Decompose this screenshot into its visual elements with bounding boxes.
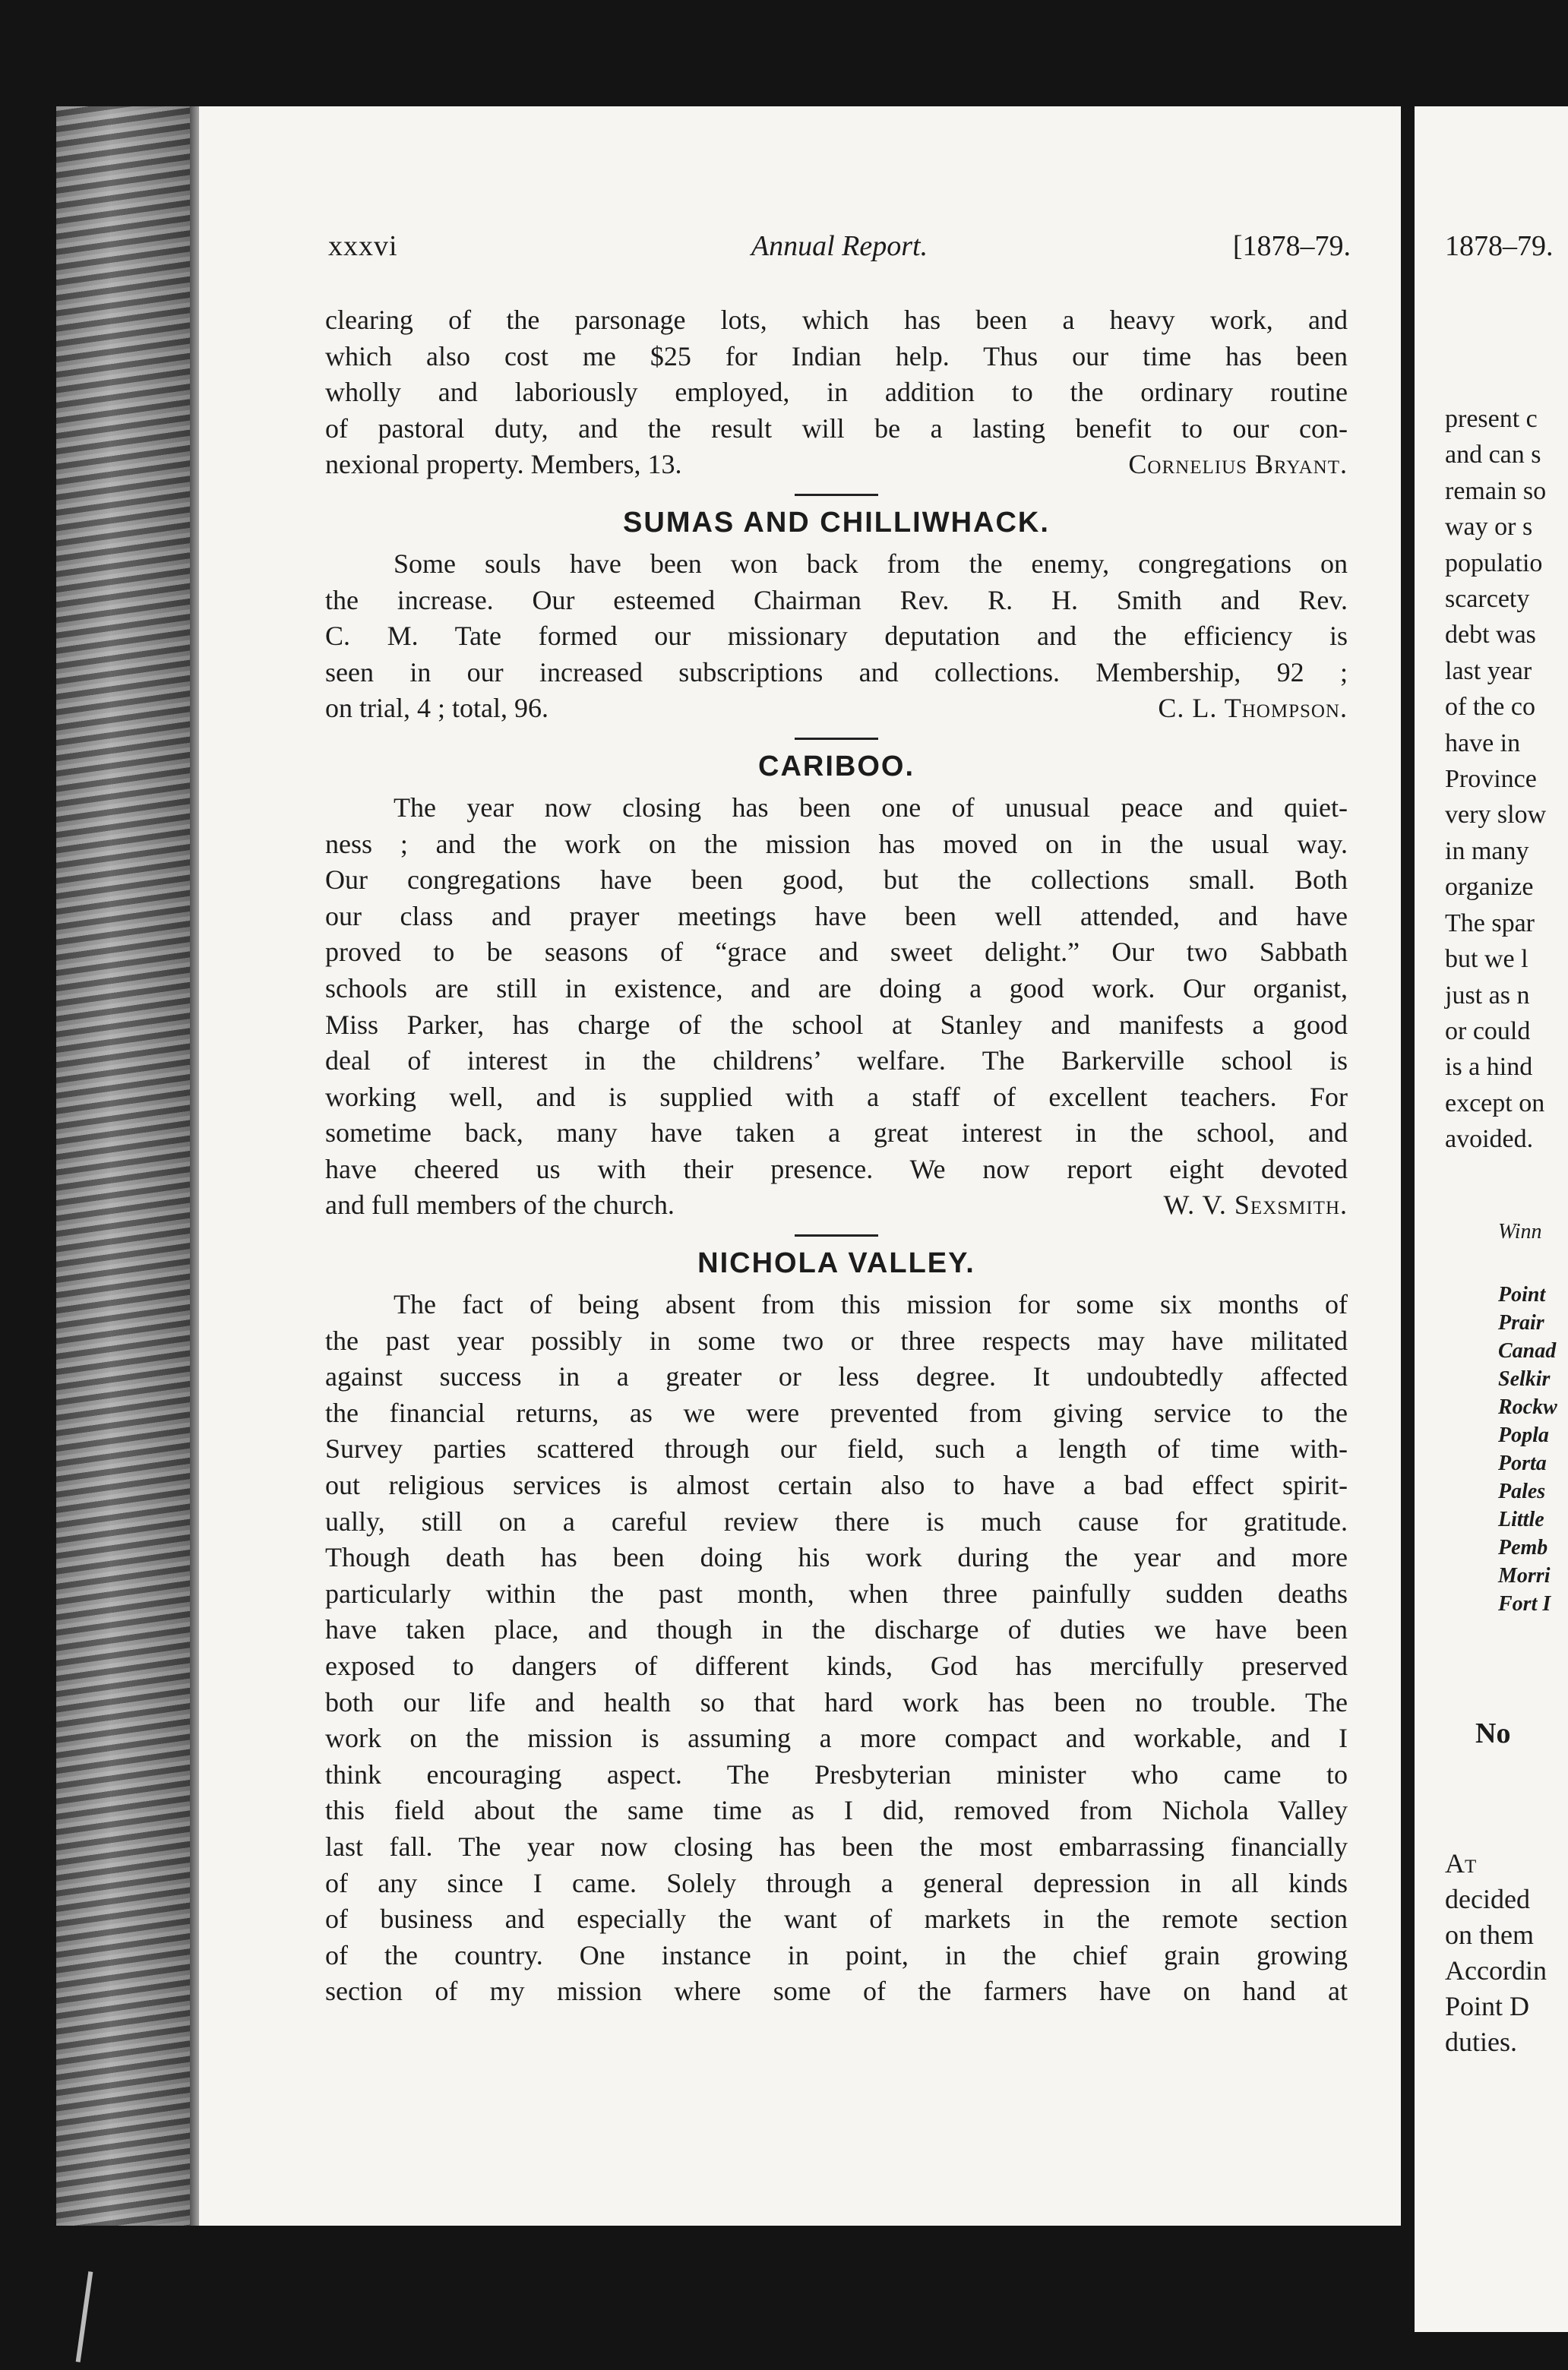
text-line: populatio <box>1445 548 1543 577</box>
running-year: [1878–79. <box>1232 230 1351 262</box>
text-line: is a hind <box>1445 1053 1533 1082</box>
text-line: schools are still in existence, and are doing a good work. Our organist, <box>325 972 1348 1003</box>
text-line: seen in our increased subscriptions and collections. Membership, 92 ; <box>325 656 1348 687</box>
text-line: very slow <box>1445 801 1547 830</box>
text-line: Some souls have been won back from the enemy, congregations on <box>394 548 1348 579</box>
section-title: NICHOLA VALLEY. <box>697 1247 975 1280</box>
text-line: ness ; and the work on the mission has moved on in the usual way. <box>325 828 1348 859</box>
section-cariboo <box>325 790 1348 1224</box>
closing-text: and full members of the church. <box>325 1190 675 1221</box>
text-line: have in <box>1445 728 1521 757</box>
closing-line <box>325 1187 1348 1224</box>
text-line: particularly within the past month, when three painfully sudden deaths <box>325 1578 1348 1609</box>
running-title: Annual Report. <box>751 230 928 262</box>
text-line: C. M. Tate formed our missionary deputation and the efficiency is <box>325 621 1348 652</box>
list-item: Porta <box>1498 1452 1547 1475</box>
text-line: Point D <box>1445 1991 1530 2021</box>
list-item: Prair <box>1498 1311 1544 1335</box>
text-line: think encouraging aspect. The Presbyterian minister who came to <box>325 1759 1348 1790</box>
text-line: The spar <box>1445 908 1535 937</box>
text-line: on them <box>1445 1920 1534 1950</box>
section-nichola-valley <box>325 1287 1348 2010</box>
list-item: Morri <box>1498 1564 1551 1588</box>
text-line: ually, still on a careful review there is much cause for gratitude. <box>325 1506 1348 1537</box>
text-line: organize <box>1445 873 1534 902</box>
section-rule <box>795 738 878 740</box>
section-rule <box>795 494 878 496</box>
text-line: just as n <box>1445 981 1530 1010</box>
text-line: against success in a greater or less degree. It undoubtedly affected <box>325 1361 1348 1392</box>
text-line: sometime back, many have taken a great interest in the school, and <box>325 1117 1348 1149</box>
text-line: remain so <box>1445 476 1547 505</box>
text-line: At <box>1445 1848 1477 1879</box>
text-line: last year <box>1445 656 1532 685</box>
text-line: of the co <box>1445 693 1535 722</box>
text-line: out religious services is almost certain also to have a bad effect spirit- <box>325 1470 1348 1501</box>
text-line: but we l <box>1445 945 1528 974</box>
text-line: our class and prayer meetings have been well attended, and have <box>325 900 1348 931</box>
right-page-tail-text <box>1445 1846 1547 2060</box>
section-rule <box>795 1234 878 1237</box>
section-title: SUMAS AND CHILLIWHACK. <box>623 506 1050 539</box>
text-line: avoided. <box>1445 1125 1534 1154</box>
signature: W. V. Sexsmith. <box>1163 1190 1348 1221</box>
closing-line <box>325 447 1348 483</box>
text-line: Province <box>1445 765 1537 794</box>
section-sumas <box>325 546 1348 727</box>
text-line: wholly and laboriously employed, in addition to the ordinary routine <box>325 377 1348 408</box>
section-title: CARIBOO. <box>758 750 915 782</box>
text-line: this field about the same time as I did, removed from Nichola Valley <box>325 1795 1348 1826</box>
section-heading: No <box>1475 1717 1511 1749</box>
text-line: have taken place, and though in the discharge of duties we have been <box>325 1614 1348 1645</box>
text-line: have cheered us with their presence. We now report eight devoted <box>325 1153 1348 1184</box>
list-item: Point <box>1498 1283 1546 1307</box>
running-head <box>328 229 1351 275</box>
right-page <box>1415 106 1568 2332</box>
list-item: Rockw <box>1498 1395 1557 1419</box>
text-line: both our life and health so that hard work has been no trouble. The <box>325 1686 1348 1717</box>
marbled-page-edge <box>56 106 193 2226</box>
closing-text: nexional property. Members, 13. <box>325 449 682 480</box>
text-line: in many <box>1445 836 1529 865</box>
text-line: clearing of the parsonage lots, which has been a heavy work, and <box>325 305 1348 335</box>
intro-paragraph <box>325 302 1348 483</box>
list-item: Little <box>1498 1508 1544 1531</box>
text-line: Our congregations have been good, but the collections small. Both <box>325 864 1348 896</box>
station-list <box>1498 1281 1557 1618</box>
right-page-running-head: 1878–79. <box>1445 230 1554 262</box>
right-page-text <box>1445 401 1546 1158</box>
text-line: Though death has been doing his work during the year and more <box>325 1542 1348 1573</box>
text-line: duties. <box>1445 2027 1517 2057</box>
list-item: Popla <box>1498 1424 1549 1447</box>
list-item: Pales <box>1498 1480 1546 1503</box>
text-line: working well, and is supplied with a staff of excellent teachers. For <box>325 1081 1348 1112</box>
text-line: and can s <box>1445 441 1541 469</box>
page-number: xxxvi <box>328 230 398 262</box>
text-line: which also cost me $25 for Indian help. Thus our time has been <box>325 340 1348 371</box>
list-item: Pemb <box>1498 1536 1548 1559</box>
film-scratch <box>76 2271 93 2362</box>
text-line: present c <box>1445 405 1538 433</box>
signature: C. L. Thompson. <box>1158 693 1348 724</box>
text-line: scarcety <box>1445 585 1530 614</box>
closing-line <box>325 690 1348 727</box>
text-line: the financial returns, as we were prevented from giving service to the <box>325 1397 1348 1428</box>
list-item: Fort I <box>1498 1592 1551 1616</box>
page-body <box>325 302 1348 2010</box>
list-item: Canad <box>1498 1339 1557 1363</box>
text-line: proved to be seasons of “grace and sweet delight.” Our two Sabbath <box>325 937 1348 968</box>
text-line: Miss Parker, has charge of the school at Stanley and manifests a good <box>325 1009 1348 1040</box>
text-line: except on <box>1445 1089 1545 1117</box>
text-line: Survey parties scattered through our field, such a length of time with- <box>325 1433 1348 1465</box>
signature: Cornelius Bryant. <box>1128 449 1348 480</box>
table-heading: Winn <box>1498 1220 1542 1243</box>
text-line: debt was <box>1445 621 1536 649</box>
text-line: way or s <box>1445 513 1533 542</box>
text-line: or could <box>1445 1016 1531 1045</box>
text-line: of the country. One instance in point, in the chief grain growing <box>325 1939 1348 1970</box>
text-line: section of my mission where some of the farmers have on hand at <box>325 1976 1348 2007</box>
text-line: The fact of being absent from this mission for some six months of <box>394 1289 1348 1320</box>
text-line: the past year possibly in some two or three respects may have militated <box>325 1325 1348 1356</box>
text-line: the increase. Our esteemed Chairman Rev. R. H. Smith and Rev. <box>325 584 1348 615</box>
text-line: The year now closing has been one of unusual peace and quiet- <box>394 792 1348 823</box>
text-line: deal of interest in the childrens’ welfare. The Barkerville school is <box>325 1045 1348 1076</box>
text-line: work on the mission is assuming a more compact and workable, and I <box>325 1723 1348 1754</box>
text-line: of any since I came. Solely through a general depression in all kinds <box>325 1867 1348 1898</box>
text-line: decided <box>1445 1884 1530 1914</box>
text-line: exposed to dangers of different kinds, God has mercifully preserved <box>325 1651 1348 1681</box>
list-item: Selkir <box>1498 1367 1551 1391</box>
text-line: last fall. The year now closing has been the most embarrassing financially <box>325 1831 1348 1862</box>
text-line: Accordin <box>1445 1955 1547 1986</box>
closing-text: on trial, 4 ; total, 96. <box>325 693 548 724</box>
text-line: of pastoral duty, and the result will be a lasting benefit to our con- <box>325 412 1348 444</box>
text-line: of business and especially the want of markets in the remote section <box>325 1904 1348 1935</box>
